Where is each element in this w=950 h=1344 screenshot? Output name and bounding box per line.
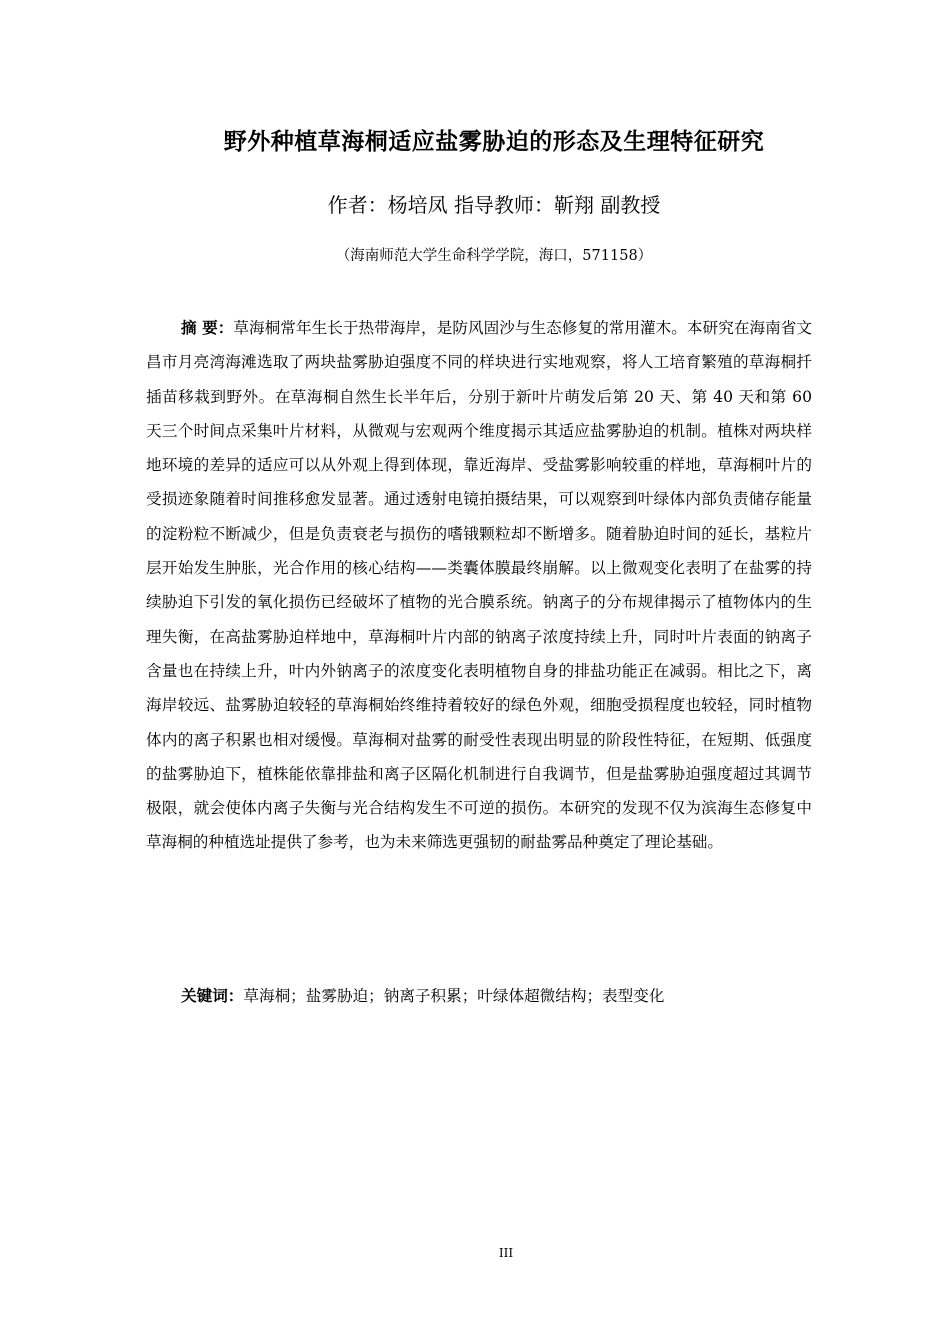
affiliation-line: （海南师范大学生命科学学院，海口，571158）: [335, 248, 653, 264]
abstract-label: 摘 要：: [181, 318, 234, 337]
keywords-body: 草海桐；盐雾胁迫；钠离子积累；叶绿体超微结构；表型变化: [243, 987, 665, 1005]
keywords-paragraph: [181, 982, 821, 1010]
abstract-paragraph: [146, 311, 812, 860]
keywords-label: 关键词：: [181, 986, 244, 1005]
author-line: 作者：杨培凤 指导教师：靳翔 副教授: [327, 193, 661, 217]
paper-title: 野外种植草海桐适应盐雾胁迫的形态及生理特征研究: [223, 128, 765, 155]
page-number: III: [498, 1246, 514, 1260]
abstract-body: 草海桐常年生长于热带海岸，是防风固沙与生态修复的常用灌木。本研究在海南省文昌市月亮湾海滩选取了两块盐雾胁迫强度不同的样块进行实地观察，将人工培育繁殖的草海桐扦插苗移栽到野外。在草海桐自然生长半年后，分别于新叶片萌发后第 20 天、第 40 天和第 60 天三个时间点采集叶片材料，从微观与宏观两个维度揭示其适应盐雾胁迫的机制。植株对两块样地环境的差异的适应可以从外观上得到体现，靠近海岸、受盐雾影响较重的样地，草海桐叶片的受损迹象随着时间推移愈发显著。通过透射电镜拍摄结果，可以观察到叶绿体内部负责储存能量的淀粉粒不断减少，但是负责衰老与损伤的嗜锇颗粒却不断增多。随着胁迫时间的延长，基粒片层开始发生肿胀，光合作用的核心结构——类囊体膜最终崩解。以上微观变化表明了在盐雾的持续胁迫下引发的氧化损伤已经破坏了植物的光合膜系统。钠离子的分布规律揭示了植物体内的生理失衡，在高盐雾胁迫样地中，草海桐叶片内部的钠离子浓度持续上升，同时叶片表面的钠离子含量也在持续上升，叶内外钠离子的浓度变化表明植物自身的排盐功能正在减弱。相比之下，离海岸较远、盐雾胁迫较轻的草海桐始终维持着较好的绿色外观，细胞受损程度也较轻，同时植物体内的离子积累也相对缓慢。草海桐对盐雾的耐受性表现出明显的阶段性特征，在短期、低强度的盐雾胁迫下，植株能依靠排盐和离子区隔化机制进行自我调节，但是盐雾胁迫强度超过其调节极限，就会使体内离子失衡与光合结构发生不可逆的损伤。本研究的发现不仅为滨海生态修复中草海桐的种植选址提供了参考，也为未来筛选更强韧的耐盐雾品种奠定了理论基础。: [146, 319, 812, 852]
